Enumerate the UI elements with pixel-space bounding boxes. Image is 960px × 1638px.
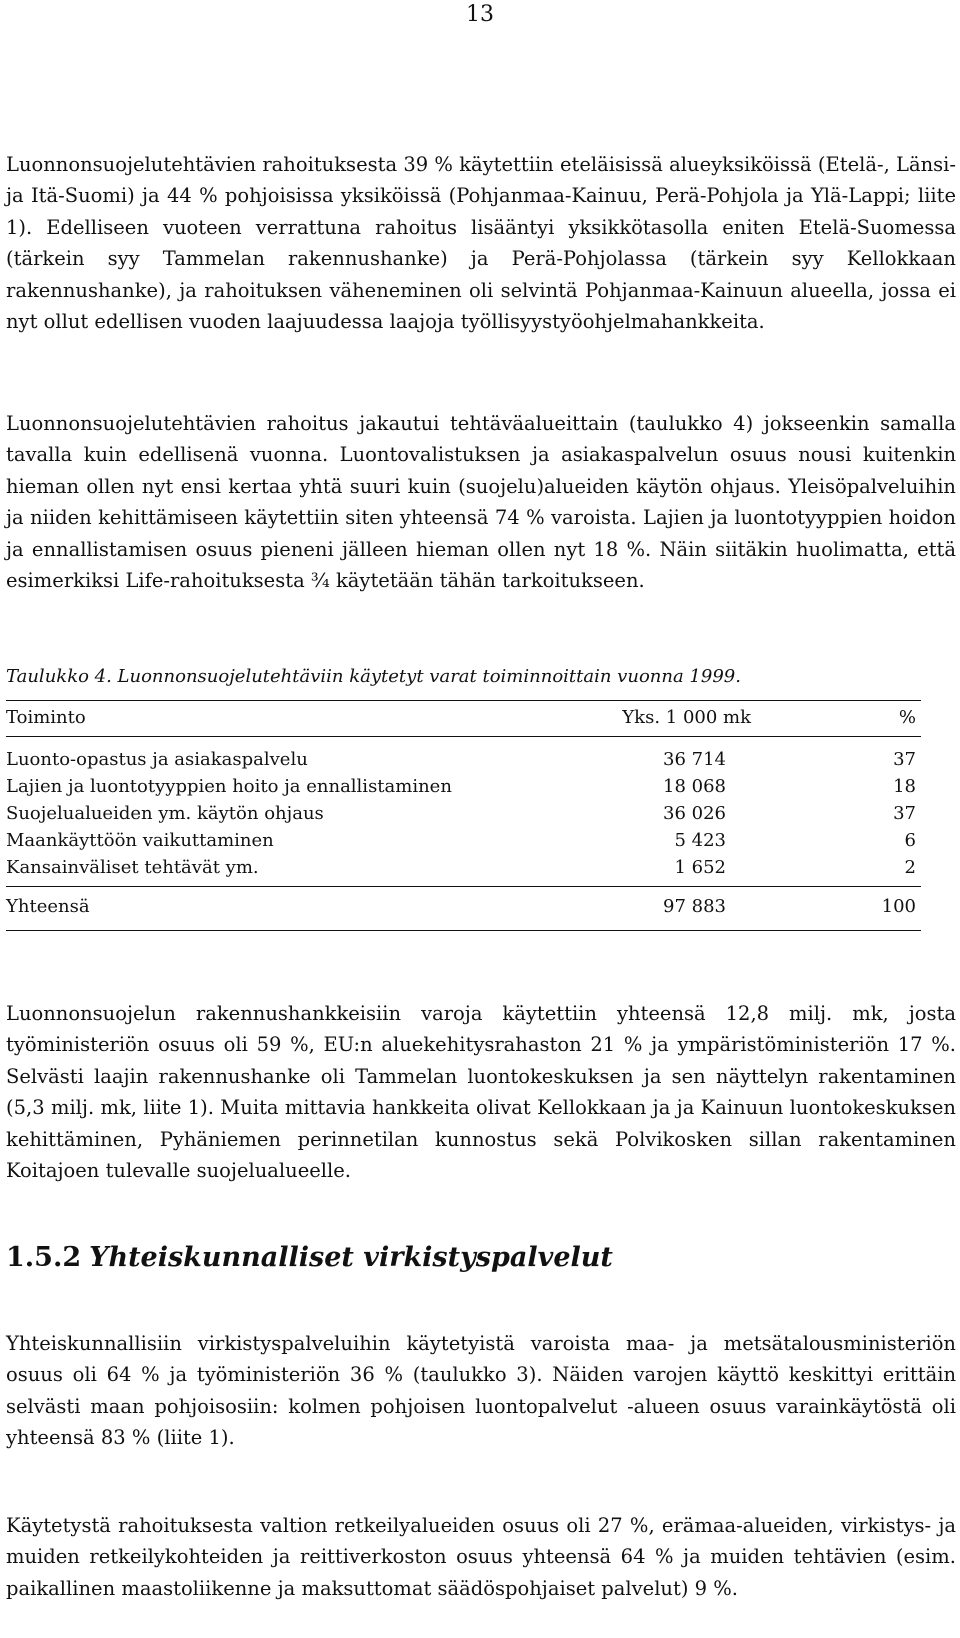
section-number: 1.5.2	[6, 1242, 82, 1273]
total-percent: 100	[881, 896, 916, 917]
table-top-rule	[6, 700, 921, 701]
total-amount: 97 883	[663, 896, 726, 917]
header-percent: %	[898, 707, 916, 728]
table-row	[6, 745, 921, 775]
row-amount: 5 423	[674, 830, 726, 851]
table-row	[6, 799, 921, 829]
row-percent: 37	[893, 803, 916, 824]
table-caption: Taulukko 4. Luonnonsuojelutehtäviin käytetyt varat toiminnoittain vuonna 1999.	[6, 666, 741, 687]
table-header-row	[6, 703, 921, 733]
section-heading	[6, 1238, 613, 1278]
table-header-rule	[6, 736, 921, 737]
row-amount: 1 652	[674, 857, 726, 878]
row-activity: Luonto-opastus ja asiakaspalvelu	[6, 749, 308, 770]
row-percent: 37	[893, 749, 916, 770]
table-row	[6, 826, 921, 856]
table-total-row	[6, 892, 921, 922]
paragraph-regional-funding: Luonnonsuojelutehtävien rahoituksesta 39 % käytettiin eteläisissä alueyksiköissä (Etelä-, Länsi- ja Itä-Suomi) ja 44 % pohjoisissa yksiköissä (Pohjanmaa-Kainuu, Perä-Pohjola ja Ylä-Lappi; liite 1). Edelliseen vuoteen verrattuna rahoitus lisääntyi yksikkötasolla eniten Etelä-Suomessa (tärkein syy Tammelan rakennushanke) ja Perä-Pohjolassa (tärkein syy Kellokkaan rakennushanke), ja rahoituksen väheneminen oli selvintä Pohjanmaa-Kainuun alueella, jossa ei nyt ollut edellisen vuoden laajuudessa laajoja työllisyystyöohjelmahankkeita.	[6, 153, 956, 334]
row-percent: 6	[904, 830, 916, 851]
table-row	[6, 772, 921, 802]
table-bottom-rule	[6, 930, 921, 931]
row-activity: Lajien ja luontotyyppien hoito ja ennallistaminen	[6, 776, 452, 797]
paragraph-construction-projects: Luonnonsuojelun rakennushankkeisiin varoja käytettiin yhteensä 12,8 milj. mk, josta työministeriön osuus oli 59 %, EU:n aluekehitysrahaston 21 % ja ympäristöministeriön 17 %. Selvästi laajin rakennushanke oli Tammelan luontokeskuksen ja sen näyttelyn rakentaminen (5,3 milj. mk, liite 1). Muita mittavia hankkeita olivat Kellokkaan ja ja Kainuun luontokeskuksen kehittäminen, Pyhäniemen perinnetilan kunnostus sekä Polvikosken sillan rakentaminen Koitajoen tulevalle suojelualueelle.	[6, 1002, 956, 1183]
row-percent: 2	[904, 857, 916, 878]
row-amount: 36 714	[663, 749, 726, 770]
paragraph-task-areas: Luonnonsuojelutehtävien rahoitus jakautui tehtäväalueittain (taulukko 4) jokseenkin samalla tavalla kuin edellisenä vuonna. Luontovalistuksen ja asiakaspalvelun osuus nousi kuitenkin hieman ollen nyt ensi kertaa yhtä suuri kuin (suojelu)alueiden käytön ohjaus. Yleisöpalveluihin ja niiden kehittämiseen käytettiin siten yhteensä 74 % varoista. Lajien ja luontotyyppien hoidon ja ennallistamisen osuus pieneni jälleen hieman ollen nyt 18 %. Näin siitäkin huolimatta, että esimerkiksi Life-rahoituksesta ¾ käytetään tähän tarkoitukseen.	[6, 412, 956, 593]
row-activity: Suojelualueiden ym. käytön ohjaus	[6, 803, 324, 824]
table-total-rule	[6, 886, 921, 887]
row-activity: Maankäyttöön vaikuttaminen	[6, 830, 274, 851]
total-activity: Yhteensä	[6, 896, 90, 917]
paragraph-recreation-areas: Käytetystä rahoituksesta valtion retkeilyalueiden osuus oli 27 %, erämaa-alueiden, virkistys- ja muiden retkeilykohteiden ja reittiverkoston osuus yhteensä 64 % ja muiden tehtävien (esim. paikallinen maastoliikenne ja maksuttomat säädöspohjaiset palvelut) 9 %.	[6, 1514, 956, 1600]
row-amount: 18 068	[663, 776, 726, 797]
row-percent: 18	[893, 776, 916, 797]
table-row	[6, 853, 921, 883]
section-title: Yhteiskunnalliset virkistyspalvelut	[89, 1242, 613, 1273]
page-number: 13	[466, 2, 494, 27]
header-amount: Yks. 1 000 mk	[622, 707, 751, 728]
paragraph-recreation-funding: Yhteiskunnallisiin virkistyspalveluihin käytetyistä varoista maa- ja metsätalousministeriön osuus oli 64 % ja työministeriön 36 % (taulukko 3). Näiden varojen käyttö keskittyi erittäin selvästi maan pohjoisosiin: kolmen pohjoisen luontopalvelut -alueen osuus varainkäytöstä oli yhteensä 83 % (liite 1).	[6, 1332, 956, 1450]
row-amount: 36 026	[663, 803, 726, 824]
row-activity: Kansainväliset tehtävät ym.	[6, 857, 259, 878]
header-activity: Toiminto	[6, 707, 86, 728]
